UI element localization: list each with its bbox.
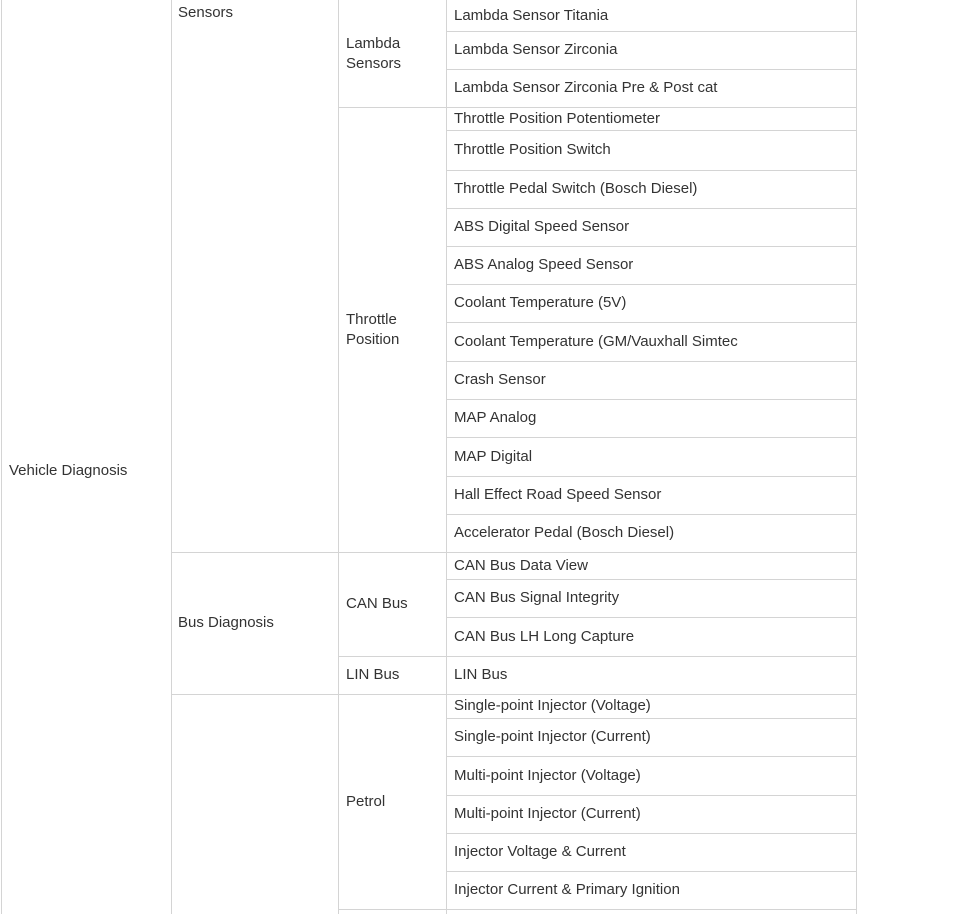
test-cell: MAP Digital	[454, 447, 533, 465]
row-divider	[446, 322, 857, 323]
row-divider	[338, 694, 447, 695]
test-cell: Multi-point Injector (Current)	[454, 805, 641, 822]
row-divider	[446, 656, 857, 657]
row-divider	[171, 552, 339, 553]
test-cell: CAN Bus Signal Integrity	[454, 589, 620, 606]
column-divider	[856, 0, 857, 914]
row-divider	[446, 69, 857, 70]
row-divider	[338, 656, 447, 657]
test-cell: Throttle Position Switch	[454, 141, 611, 158]
row-divider	[446, 833, 857, 834]
row-divider	[446, 552, 857, 553]
row-divider	[446, 361, 857, 362]
test-cell: LIN Bus	[454, 666, 508, 683]
row-divider	[446, 756, 857, 757]
row-divider	[446, 130, 857, 131]
test-cell: ABS Digital Speed Sensor	[454, 218, 630, 235]
test-cell: Coolant Temperature (5V)	[454, 294, 627, 311]
row-divider	[446, 399, 857, 400]
column-divider	[171, 0, 172, 914]
test-cell: Multi-point Injector (Voltage)	[454, 766, 641, 784]
column-divider	[446, 0, 447, 914]
test-cell: Throttle Pedal Switch (Bosch Diesel)	[454, 180, 698, 197]
test-cell: Injector Voltage & Current	[454, 843, 626, 860]
row-divider	[171, 694, 339, 695]
subgroup-cell: LIN Bus	[346, 666, 400, 683]
test-cell: Lambda Sensor Titania	[454, 6, 609, 24]
test-cell: MAP Analog	[454, 409, 537, 426]
column-divider	[1, 0, 2, 914]
row-divider	[338, 107, 447, 108]
test-cell: Lambda Sensor Zirconia	[454, 41, 618, 58]
test-cell: Hall Effect Road Speed Sensor	[454, 486, 662, 503]
test-cell: CAN Bus Data View	[454, 556, 588, 574]
test-cell: Accelerator Pedal (Bosch Diesel)	[454, 524, 675, 541]
row-divider	[446, 694, 857, 695]
test-cell: Lambda Sensor Zirconia Pre & Post cat	[454, 79, 718, 96]
group-cell: Sensors	[178, 4, 234, 21]
row-divider	[446, 718, 857, 719]
row-divider	[338, 909, 447, 910]
subgroup-cell: Petrol	[346, 792, 386, 810]
test-cell: CAN Bus LH Long Capture	[454, 627, 635, 645]
row-divider	[446, 284, 857, 285]
row-divider	[446, 514, 857, 515]
test-cell: Single-point Injector (Voltage)	[454, 697, 651, 714]
row-divider	[446, 476, 857, 477]
row-divider	[446, 909, 857, 910]
row-divider	[446, 31, 857, 32]
row-divider	[446, 208, 857, 209]
test-cell: Coolant Temperature (GM/Vauxhall Simtec	[454, 332, 738, 350]
row-divider	[446, 617, 857, 618]
test-cell: Single-point Injector (Current)	[454, 728, 651, 745]
test-cell: Injector Current & Primary Ignition	[454, 881, 680, 898]
test-cell: Throttle Position Potentiometer	[454, 109, 660, 127]
row-divider	[446, 579, 857, 580]
test-cell: Crash Sensor	[454, 371, 546, 388]
test-cell: ABS Analog Speed Sensor	[454, 256, 634, 273]
subgroup-cell: Lambda Sensors	[346, 34, 402, 72]
category-cell: Vehicle Diagnosis	[9, 462, 128, 479]
subgroup-cell: CAN Bus	[346, 595, 408, 612]
row-divider	[446, 437, 857, 438]
row-divider	[446, 170, 857, 171]
row-divider	[338, 552, 447, 553]
subgroup-cell: Throttle Position	[346, 310, 400, 348]
row-divider	[446, 795, 857, 796]
group-cell: Bus Diagnosis	[178, 614, 274, 631]
column-divider	[338, 0, 339, 914]
row-divider	[446, 246, 857, 247]
row-divider	[446, 871, 857, 872]
